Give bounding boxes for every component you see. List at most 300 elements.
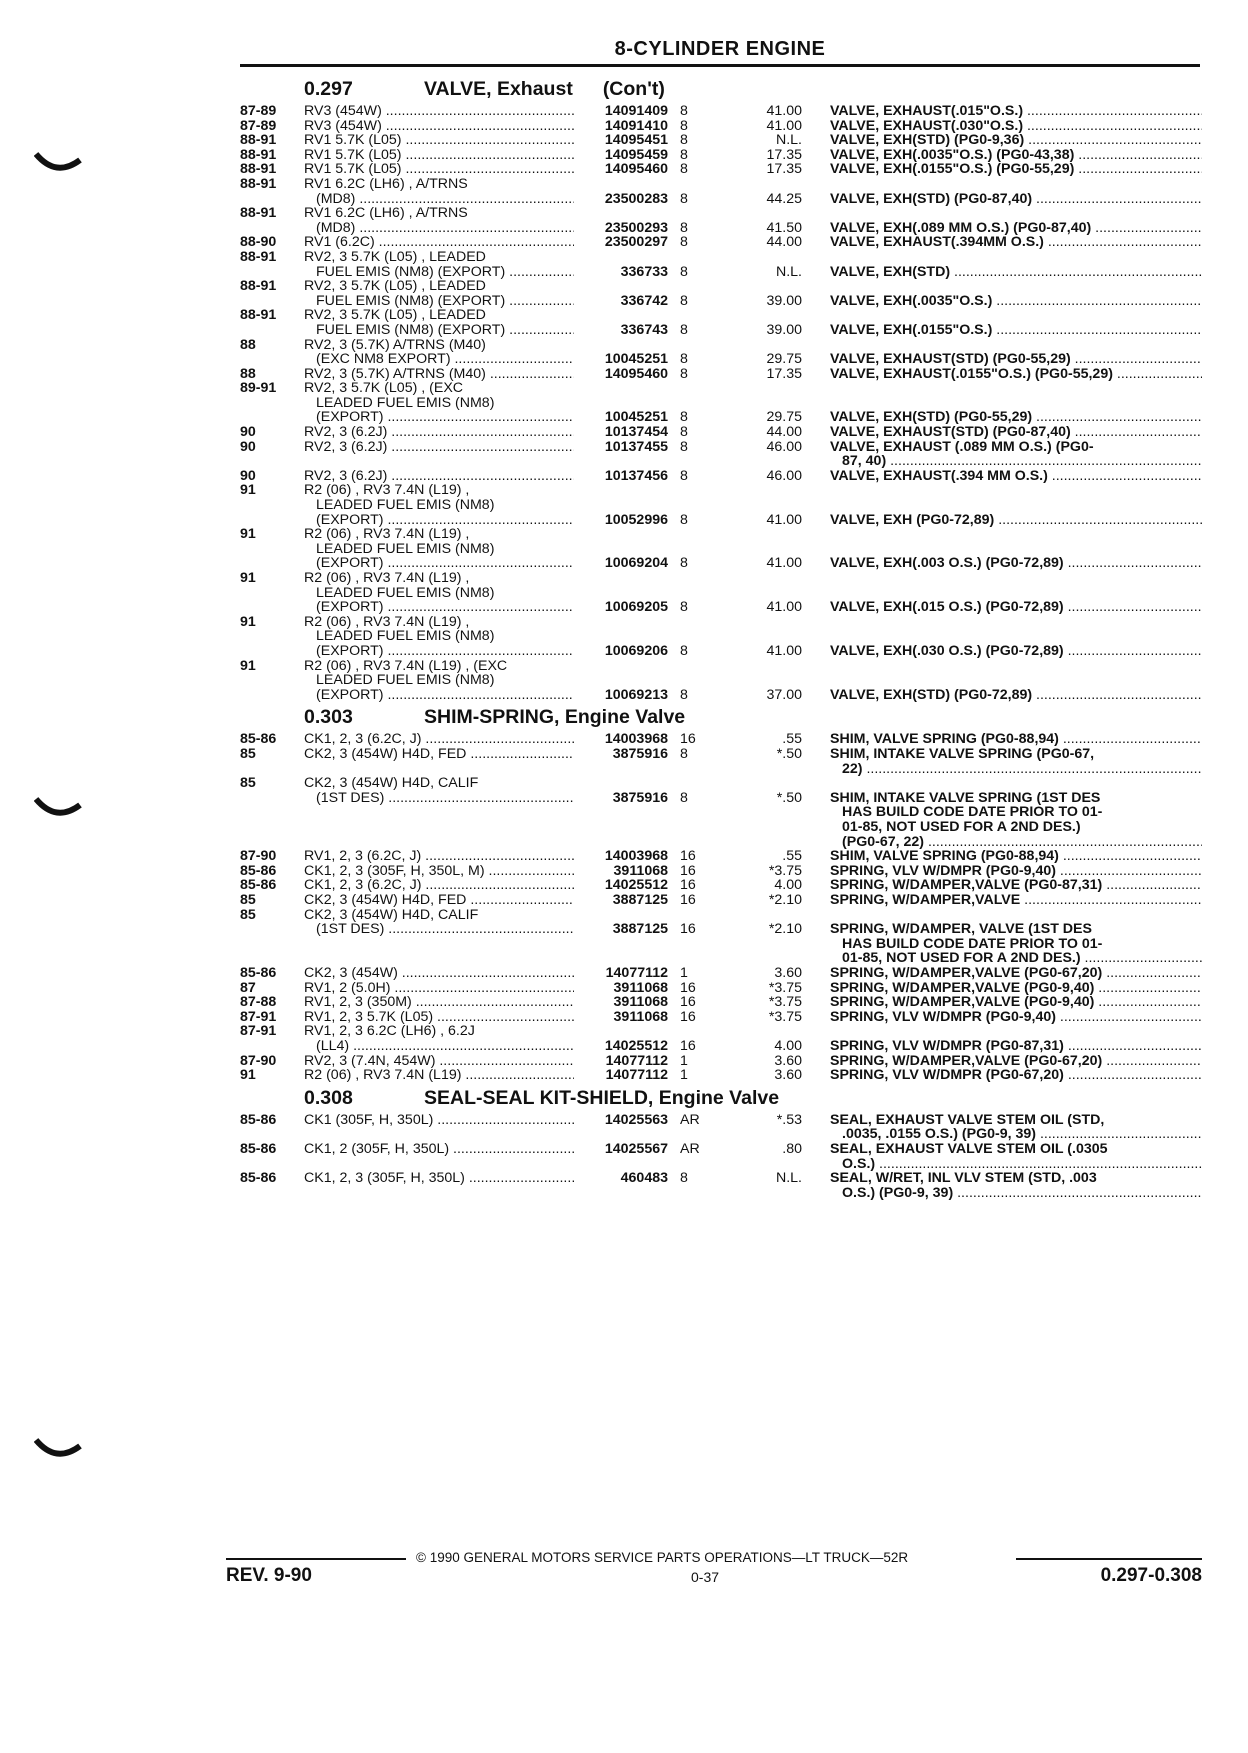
price: 39.00 [766, 321, 802, 338]
part-number: 3887125 [612, 921, 668, 938]
part-description [830, 747, 1202, 776]
price: 17.35 [766, 161, 802, 178]
quantity: 1 [680, 1052, 688, 1069]
application [304, 659, 574, 703]
quantity: 8 [680, 409, 688, 426]
parts-row [240, 776, 1202, 849]
price: 3.60 [774, 964, 802, 981]
quantity: 8 [680, 117, 688, 134]
description-line: 01-85, NOT USED FOR A 2ND DES.) ..... [830, 951, 1202, 966]
section-title-text: SHIM-SPRING, Engine Valve [424, 706, 686, 729]
application [304, 177, 574, 206]
application-line: RV2, 3 (6.2J) ..... [304, 469, 574, 484]
part-number: 10137455 [604, 438, 668, 455]
price: N.L. [775, 132, 802, 149]
parts-row [240, 250, 1202, 279]
application [304, 381, 574, 425]
page-footer [226, 1547, 1202, 1587]
model-years: 85 [240, 906, 256, 923]
price: *.50 [776, 746, 802, 763]
model-years: 85-86 [240, 1140, 277, 1157]
part-description [830, 192, 1202, 207]
model-years: 89-91 [240, 380, 277, 397]
part-description [830, 732, 1202, 747]
application-line: LEADED FUEL EMIS (NM8) [316, 498, 495, 513]
model-years: 91 [240, 526, 256, 543]
application-line: CK2, 3 (454W) H4D, FED ..... [304, 747, 574, 762]
part-description [830, 981, 1202, 996]
part-number: 14095451 [604, 132, 668, 149]
part-description [830, 966, 1202, 981]
price: 41.50 [766, 219, 802, 236]
part-description [830, 104, 1202, 119]
model-years: 85 [240, 775, 256, 792]
application [304, 235, 574, 250]
section-title-suffix: (Con't) [602, 78, 665, 100]
quantity: 16 [680, 848, 696, 865]
part-description [830, 1142, 1202, 1171]
model-years: 91 [240, 570, 256, 587]
application [304, 849, 574, 864]
part-number: 10045251 [604, 351, 668, 368]
application-line: RV2, 3 5.7K (L05) , LEADED [304, 249, 486, 265]
part-description [830, 995, 1202, 1010]
application [304, 1024, 574, 1053]
part-description [830, 148, 1202, 163]
description-line: SPRING, W/DAMPER,VALVE (PG0-9,40) ..... [830, 981, 1202, 996]
description-line: SPRING, W/DAMPER,VALVE (PG0-67,20) ..... [830, 1054, 1202, 1069]
application-line: CK1, 2, 3 (6.2C, J) ..... [304, 732, 574, 747]
price: 41.00 [766, 643, 802, 660]
application-line: (EXC NM8 EXPORT) ..... [304, 352, 574, 367]
part-number: 10052996 [604, 511, 668, 528]
quantity: 8 [680, 219, 688, 236]
section-heading [240, 1083, 1202, 1113]
model-years: 85 [240, 746, 256, 763]
application-line: (EXPORT) ..... [304, 688, 574, 703]
parts-row [240, 1010, 1202, 1025]
part-description [830, 513, 1202, 528]
description-line: SHIM, INTAKE VALVE SPRING (PG0-67, [830, 747, 1095, 762]
part-description [830, 410, 1202, 425]
application-line: R2 (06) , RV3 7.4N (L19) , (EXC [304, 658, 508, 674]
description-line: VALVE, EXH(STD) (PG0-72,89) ..... [830, 688, 1202, 703]
application-line: CK2, 3 (454W) H4D, CALIF [304, 907, 479, 923]
part-description [830, 1039, 1202, 1054]
quantity: 8 [680, 132, 688, 149]
application-line: RV1 5.7K (L05) ..... [304, 162, 574, 177]
price: 37.00 [766, 686, 802, 703]
application [304, 966, 574, 981]
description-line: SPRING, W/DAMPER, VALVE (1ST DES [830, 922, 1092, 937]
application-line: LEADED FUEL EMIS (NM8) [316, 541, 495, 557]
application [304, 527, 574, 571]
parts-row [240, 483, 1202, 527]
model-years: 87-90 [240, 1052, 277, 1069]
section-heading [240, 702, 1202, 732]
part-number: 336742 [620, 292, 668, 309]
part-description [830, 221, 1202, 236]
part-description [830, 294, 1202, 309]
application-line: RV3 (454W) ..... [304, 104, 574, 119]
part-number: 460483 [620, 1170, 668, 1187]
application-line: (1ST DES) ..... [304, 922, 574, 937]
application-line: R2 (06) , RV3 7.4N (L19) , [304, 614, 470, 630]
model-years: 87-88 [240, 994, 277, 1011]
quantity: 8 [680, 321, 688, 338]
price: 4.00 [774, 1037, 802, 1054]
quantity: 8 [680, 643, 688, 660]
parts-row [240, 235, 1202, 250]
footer-rule-left [226, 1558, 406, 1560]
model-years: 88-91 [240, 132, 277, 149]
parts-listing [240, 74, 1202, 1200]
part-number: 14095460 [604, 365, 668, 382]
section-title [424, 78, 665, 101]
description-line: VALVE, EXH(.003 O.S.) (PG0-72,89) ..... [830, 556, 1202, 571]
part-number: 3875916 [612, 746, 668, 763]
model-years: 88-91 [240, 175, 277, 192]
application [304, 864, 574, 879]
price: 29.75 [766, 409, 802, 426]
description-line: O.S.) (PG0-9, 39) ..... [830, 1186, 1202, 1201]
application-line: LEADED FUEL EMIS (NM8) [316, 673, 495, 688]
application-line: LEADED FUEL EMIS (NM8) [316, 585, 495, 601]
parts-row [240, 893, 1202, 908]
part-number: 10137456 [604, 467, 668, 484]
part-description [830, 1068, 1202, 1083]
section-range: 0.297-0.308 [1100, 1565, 1202, 1586]
binder-hole-mark [34, 1436, 84, 1471]
application [304, 1010, 574, 1025]
application-line: (EXPORT) ..... [304, 513, 574, 528]
parts-row [240, 908, 1202, 966]
parts-row [240, 1113, 1202, 1142]
description-line: 87, 40) ..... [830, 454, 1202, 469]
price: .80 [782, 1140, 802, 1157]
parts-row [240, 308, 1202, 337]
description-line: (PG0-67, 22) ..... [830, 835, 1202, 850]
application-line: (EXPORT) ..... [304, 556, 574, 571]
application-line: FUEL EMIS (NM8) (EXPORT) ..... [304, 265, 574, 280]
part-description [830, 133, 1202, 148]
description-line: 22) ..... [830, 762, 1202, 777]
part-description [830, 265, 1202, 280]
description-line: O.S.) ..... [830, 1157, 1202, 1172]
model-years: 88-91 [240, 146, 277, 163]
part-description [830, 1054, 1202, 1069]
application-line: (1ST DES) ..... [304, 791, 574, 806]
application [304, 119, 574, 134]
description-line: VALVE, EXHAUST(.015"O.S.) ..... [830, 104, 1202, 119]
part-number: 336733 [620, 263, 668, 280]
parts-row [240, 1142, 1202, 1171]
part-description [830, 469, 1202, 484]
part-number: 14077112 [605, 1052, 668, 1069]
section-number: 0.308 [304, 1086, 353, 1109]
part-description [830, 849, 1202, 864]
price: 44.00 [766, 424, 802, 441]
price: 17.35 [766, 146, 802, 163]
part-number: 10069213 [604, 686, 668, 703]
application-line: CK1, 2, 3 (6.2C, J) ..... [304, 878, 574, 893]
price: *3.75 [768, 979, 802, 996]
description-line: SPRING, W/DAMPER,VALVE ..... [830, 893, 1202, 908]
price: 41.00 [766, 555, 802, 572]
part-number: 14077112 [605, 964, 668, 981]
model-years: 91 [240, 657, 256, 674]
model-years: 90 [240, 438, 256, 455]
part-description [830, 878, 1202, 893]
application-line: RV1, 2, 3 6.2C (LH6) , 6.2J [304, 1024, 475, 1039]
application [304, 747, 574, 762]
part-number: 23500297 [604, 234, 668, 251]
description-line: SPRING, W/DAMPER,VALVE (PG0-87,31) ..... [830, 878, 1202, 893]
application-line: R2 (06) , RV3 7.4N (L19) , [304, 527, 470, 542]
part-description [830, 323, 1202, 338]
part-number: 10069205 [604, 599, 668, 616]
application-line: (MD8) ..... [304, 221, 574, 236]
description-line: VALVE, EXH (PG0-72,89) ..... [830, 513, 1202, 528]
price: *2.10 [768, 892, 802, 908]
application-line: CK1 (305F, H, 350L) ..... [304, 1113, 574, 1128]
price: 17.35 [766, 365, 802, 382]
description-line: VALVE, EXH(STD) ..... [830, 265, 1202, 280]
application-line: (EXPORT) ..... [304, 600, 574, 615]
part-description [830, 425, 1202, 440]
model-years: 85-86 [240, 1170, 277, 1187]
price: 3.60 [774, 1067, 802, 1084]
application-line: (EXPORT) ..... [304, 644, 574, 659]
description-line: HAS BUILD CODE DATE PRIOR TO 01- [842, 936, 1103, 952]
model-years: 87-91 [240, 1023, 277, 1040]
parts-row [240, 119, 1202, 134]
part-number: 14091410 [604, 117, 668, 134]
application [304, 571, 574, 615]
quantity: 8 [680, 190, 688, 207]
application-line: RV3 (454W) ..... [304, 119, 574, 134]
part-description [830, 1113, 1202, 1142]
model-years: 88-91 [240, 307, 277, 324]
application-line: RV2, 3 (6.2J) ..... [304, 440, 574, 455]
revision-label: REV. 9-90 [226, 1565, 312, 1586]
binder-hole-mark [34, 795, 84, 830]
price: 3.60 [774, 1052, 802, 1069]
quantity: 16 [680, 1037, 696, 1054]
description-line: VALVE, EXH(.0035"O.S.) ..... [830, 294, 1202, 309]
part-description [830, 440, 1202, 469]
model-years: 85-86 [240, 862, 277, 879]
quantity: 8 [680, 1170, 688, 1187]
application-line: CK2, 3 (454W) H4D, CALIF [304, 776, 479, 791]
price: .55 [782, 848, 802, 865]
part-description [830, 367, 1202, 382]
application-line: FUEL EMIS (NM8) (EXPORT) ..... [304, 323, 574, 338]
part-number: 14091409 [604, 103, 668, 119]
parts-row [240, 571, 1202, 615]
part-number: 3911068 [613, 862, 668, 879]
application-line: RV2, 3 (5.7K) A/TRNS (M40) ..... [304, 367, 574, 382]
price: 4.00 [774, 877, 802, 894]
parts-row [240, 1171, 1202, 1200]
application [304, 250, 574, 279]
quantity: 8 [680, 599, 688, 616]
parts-row [240, 367, 1202, 382]
model-years: 87-89 [240, 103, 277, 119]
part-number: 23500293 [604, 219, 668, 236]
description-line: VALVE, EXH(STD) (PG0-55,29) ..... [830, 410, 1202, 425]
part-number: 14025563 [604, 1111, 668, 1128]
application-line: RV1, 2, 3 (350M) ..... [304, 995, 574, 1010]
price: 39.00 [766, 292, 802, 309]
part-number: 14003968 [604, 848, 668, 865]
parts-row [240, 133, 1202, 148]
description-line: SPRING, VLV W/DMPR (PG0-9,40) ..... [830, 1010, 1202, 1025]
part-description [830, 352, 1202, 367]
description-line: SPRING, W/DAMPER,VALVE (PG0-67,20) ..... [830, 966, 1202, 981]
model-years: 90 [240, 424, 256, 441]
description-line: VALVE, EXHAUST (.089 MM O.S.) (PG0- [830, 439, 1094, 455]
part-number: 10137454 [604, 424, 668, 441]
section-heading [240, 74, 1202, 104]
model-years: 90 [240, 467, 256, 484]
part-number: 10069206 [604, 643, 668, 660]
description-line: SPRING, W/DAMPER,VALVE (PG0-9,40) ..... [830, 995, 1202, 1010]
price: *2.10 [768, 921, 802, 938]
application-line: CK2, 3 (454W) H4D, FED ..... [304, 893, 574, 908]
part-description [830, 600, 1202, 615]
price: 41.00 [766, 103, 802, 119]
part-number: 3875916 [612, 789, 668, 806]
application [304, 1113, 574, 1128]
part-number: 10069204 [604, 555, 668, 572]
application [304, 776, 574, 805]
part-description [830, 688, 1202, 703]
part-number: 3911068 [613, 979, 668, 996]
application-line: CK1, 2 (305F, H, 350L) ..... [304, 1142, 574, 1157]
application [304, 338, 574, 367]
price: .55 [782, 731, 802, 748]
page-title: 8-CYLINDER ENGINE [614, 38, 826, 60]
description-line: HAS BUILD CODE DATE PRIOR TO 01- [842, 805, 1103, 820]
quantity: 16 [680, 862, 696, 879]
quantity: 8 [680, 438, 688, 455]
price: 46.00 [766, 438, 802, 455]
description-line: VALVE, EXHAUST(.394 MM O.S.) ..... [830, 469, 1202, 484]
description-line: VALVE, EXH(.030 O.S.) (PG0-72,89) ..... [830, 644, 1202, 659]
application-line: CK1, 2, 3 (305F, H, 350L, M) ..... [304, 864, 574, 879]
model-years: 87 [240, 979, 256, 996]
application-line: CK2, 3 (454W) ..... [304, 966, 574, 981]
model-years: 88-91 [240, 278, 277, 295]
parts-row [240, 148, 1202, 163]
part-description [830, 119, 1202, 134]
application-line: RV1 5.7K (L05) ..... [304, 148, 574, 163]
application-line: LEADED FUEL EMIS (NM8) [316, 629, 495, 645]
page-number: 0-37 [691, 1569, 720, 1585]
price: *.53 [776, 1111, 802, 1128]
description-line: SHIM, INTAKE VALVE SPRING (1ST DES [830, 790, 1101, 806]
part-description [830, 893, 1202, 908]
parts-row [240, 1054, 1202, 1069]
part-description [830, 922, 1202, 966]
part-description [830, 162, 1202, 177]
application [304, 148, 574, 163]
parts-row [240, 440, 1202, 469]
footer-rule-right [1016, 1558, 1202, 1560]
price: N.L. [775, 263, 802, 280]
quantity: 1 [680, 1067, 688, 1084]
application-line: R2 (06) , RV3 7.4N (L19) , [304, 571, 470, 586]
quantity: 16 [680, 994, 696, 1011]
description-line: VALVE, EXHAUST(STD) (PG0-55,29) ..... [830, 352, 1202, 367]
application-line: RV1 5.7K (L05) ..... [304, 133, 574, 148]
parts-row [240, 177, 1202, 206]
description-line: VALVE, EXHAUST(STD) (PG0-87,40) ..... [830, 425, 1202, 440]
parts-row [240, 981, 1202, 996]
application-line: (MD8) ..... [304, 192, 574, 207]
application [304, 878, 574, 893]
description-line: SPRING, VLV W/DMPR (PG0-9,40) ..... [830, 864, 1202, 879]
quantity: 8 [680, 161, 688, 178]
price: 29.75 [766, 351, 802, 368]
application-line: (LL4) ..... [304, 1039, 574, 1054]
description-line: VALVE, EXH(STD) (PG0-9,36) ..... [830, 133, 1202, 148]
application-line: FUEL EMIS (NM8) (EXPORT) ..... [304, 294, 574, 309]
application [304, 162, 574, 177]
application [304, 1054, 574, 1069]
model-years: 91 [240, 1067, 256, 1084]
description-line: SEAL, EXHAUST VALVE STEM OIL (.0305 [830, 1141, 1108, 1157]
part-number: 14003968 [604, 731, 668, 748]
copyright-text: © 1990 GENERAL MOTORS SERVICE PARTS OPERATIONS—LT TRUCK—52R [416, 1550, 909, 1565]
application-line: R2 (06) , RV3 7.4N (L19) , [304, 483, 470, 499]
price: *3.75 [768, 994, 802, 1011]
application-line: R2 (06) , RV3 7.4N (L19) ..... [304, 1068, 574, 1083]
price: 46.00 [766, 467, 802, 484]
part-number: 3887125 [612, 892, 668, 908]
application-line: RV1 6.2C (LH6) , A/TRNS [304, 206, 468, 221]
part-number: 14025512 [604, 877, 668, 894]
part-description [830, 235, 1202, 250]
part-number: 14025512 [604, 1037, 668, 1054]
binder-hole-mark [34, 150, 84, 185]
application-line: RV1 6.2C (LH6) , A/TRNS [304, 176, 468, 192]
part-number: 336743 [620, 321, 668, 338]
description-line: SPRING, VLV W/DMPR (PG0-87,31) ..... [830, 1039, 1202, 1054]
quantity: 1 [680, 964, 688, 981]
parts-row [240, 338, 1202, 367]
quantity: 8 [680, 424, 688, 441]
application-line: RV2, 3 (7.4N, 454W) ..... [304, 1054, 574, 1069]
application [304, 104, 574, 119]
section-title-text: SEAL-SEAL KIT-SHIELD, Engine Valve [424, 1086, 780, 1109]
application-line: CK1, 2, 3 (305F, H, 350L) ..... [304, 1171, 574, 1186]
application [304, 908, 574, 937]
application [304, 133, 574, 148]
quantity: 8 [680, 351, 688, 368]
quantity: 8 [680, 686, 688, 703]
part-number: 14095460 [604, 161, 668, 178]
parts-row [240, 995, 1202, 1010]
price: N.L. [775, 1170, 802, 1187]
parts-row [240, 747, 1202, 776]
description-line: SHIM, VALVE SPRING (PG0-88,94) ..... [830, 732, 1202, 747]
model-years: 85-86 [240, 964, 277, 981]
quantity: 16 [680, 921, 696, 938]
part-description [830, 864, 1202, 879]
quantity: 16 [680, 731, 696, 748]
